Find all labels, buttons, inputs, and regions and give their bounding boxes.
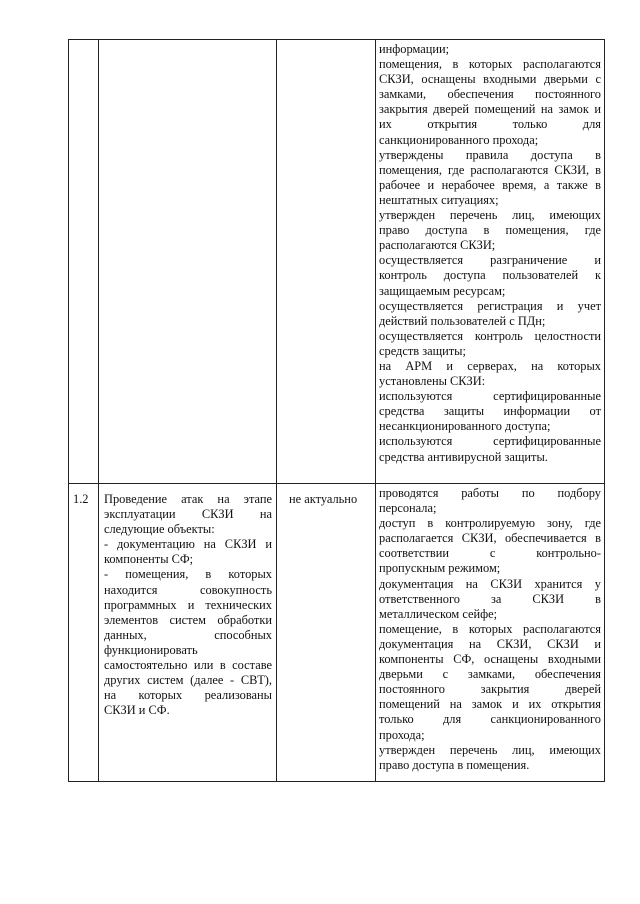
text-line: СКЗИ, оснащены входными дверьми с bbox=[379, 72, 601, 87]
text-line: действий пользователей с ПДн; bbox=[379, 313, 546, 328]
text-line: право доступа в помещения. bbox=[379, 757, 530, 772]
text-line: СКЗИ и СФ. bbox=[104, 703, 170, 718]
text-line: средства защиты информации от bbox=[379, 404, 601, 419]
text-line: установлены СКЗИ: bbox=[379, 374, 486, 389]
text-line: используются сертифицированные bbox=[379, 389, 601, 404]
text-line: документация на СКЗИ хранится у bbox=[379, 576, 601, 591]
text-line: помещение, в которых располагаются bbox=[379, 621, 601, 636]
text-line: несанкционированного доступа; bbox=[379, 419, 551, 434]
text-line: пропускным режимом; bbox=[379, 561, 501, 576]
row-number-cell bbox=[69, 40, 99, 484]
relevance-cell: не актуально bbox=[277, 484, 376, 782]
relevance-cell bbox=[277, 40, 376, 484]
text-line: средства антивирусной защиты. bbox=[379, 449, 548, 464]
text-line: компоненты СФ; bbox=[104, 552, 194, 567]
table-row bbox=[69, 40, 605, 484]
text-line: - помещения, в которых bbox=[104, 567, 272, 582]
text-line: информации; bbox=[379, 42, 450, 56]
text-line: на которых реализованы bbox=[104, 688, 272, 703]
text-line: персонала; bbox=[379, 501, 437, 516]
text-line: программных и технических bbox=[104, 597, 272, 612]
threat-description-cell bbox=[99, 40, 277, 484]
text-line: данных, способных bbox=[104, 627, 272, 642]
text-line: других систем (далее - СВТ), bbox=[104, 673, 272, 688]
row-number-cell: 1.2 bbox=[69, 484, 99, 782]
text-line: осуществляется контроль целостности bbox=[379, 328, 601, 343]
text-line: прохода; bbox=[379, 727, 425, 742]
text-line: самостоятельно или в составе bbox=[104, 658, 272, 673]
text-line: только для санкционированного bbox=[379, 712, 601, 727]
text-line: металлическом сейфе; bbox=[379, 606, 498, 621]
text-line: осуществляется разграничение и bbox=[379, 253, 601, 268]
text-line: право доступа в помещения, где bbox=[379, 223, 601, 238]
text-line: осуществляется регистрация и учет bbox=[379, 298, 601, 313]
threat-description-cell bbox=[99, 484, 277, 782]
text-line: элементов систем обработки bbox=[104, 612, 272, 627]
text-line: на АРМ и серверах, на которых bbox=[379, 358, 601, 373]
text-line: постоянного закрытия дверей bbox=[379, 682, 601, 697]
text-line: закрытия дверей помещений на замок и bbox=[379, 102, 601, 117]
text-line: помещения, в которых располагаются bbox=[379, 57, 601, 72]
threats-table bbox=[68, 39, 605, 782]
text-line: утверждены правила доступа в bbox=[379, 147, 601, 162]
text-line: рабочее и нерабочее время, а также в bbox=[379, 177, 601, 192]
text-line: используются сертифицированные bbox=[379, 434, 601, 449]
text-line: компоненты СФ, оснащены входными bbox=[379, 652, 601, 667]
text-line: замками, обеспечения постоянного bbox=[379, 87, 601, 102]
text-line: утвержден перечень лиц, имеющих bbox=[379, 208, 601, 223]
text-line: помещения, где располагаются СКЗИ, в bbox=[379, 162, 601, 177]
text-line: доступ в контролируемую зону, где bbox=[379, 516, 601, 531]
measures-cell bbox=[376, 40, 605, 484]
text-line: их открытия только для bbox=[379, 117, 601, 132]
text-line: дверьми с замками, обеспечения bbox=[379, 667, 601, 682]
text-line: находится совокупность bbox=[104, 582, 272, 597]
text-line: соответствии с контрольно- bbox=[379, 546, 601, 561]
text-line: нештатных ситуациях; bbox=[379, 192, 499, 207]
text-line: Проведение атак на этапе bbox=[104, 492, 272, 506]
text-line: располагаются СКЗИ; bbox=[379, 238, 496, 253]
table-row bbox=[69, 484, 605, 782]
text-line: проводятся работы по подбору bbox=[379, 486, 601, 500]
text-line: функционировать bbox=[104, 642, 198, 657]
measures-cell bbox=[376, 484, 605, 782]
text-line: документация на СКЗИ, СКЗИ и bbox=[379, 636, 601, 651]
text-line: утвержден перечень лиц, имеющих bbox=[379, 742, 601, 757]
text-line: - документацию на СКЗИ и bbox=[104, 537, 272, 552]
text-line: помещений на замок и их открытия bbox=[379, 697, 601, 712]
text-line: средств защиты; bbox=[379, 343, 466, 358]
text-line: защищаемым ресурсам; bbox=[379, 283, 506, 298]
text-line: ответственного за СКЗИ в bbox=[379, 591, 601, 606]
text-line: санкционированного прохода; bbox=[379, 132, 539, 147]
text-line: эксплуатации СКЗИ на bbox=[104, 507, 272, 522]
text-line: контроль доступа пользователей к bbox=[379, 268, 601, 283]
text-line: следующие объекты: bbox=[104, 522, 215, 537]
text-line: располагается СКЗИ, обеспечивается в bbox=[379, 531, 601, 546]
